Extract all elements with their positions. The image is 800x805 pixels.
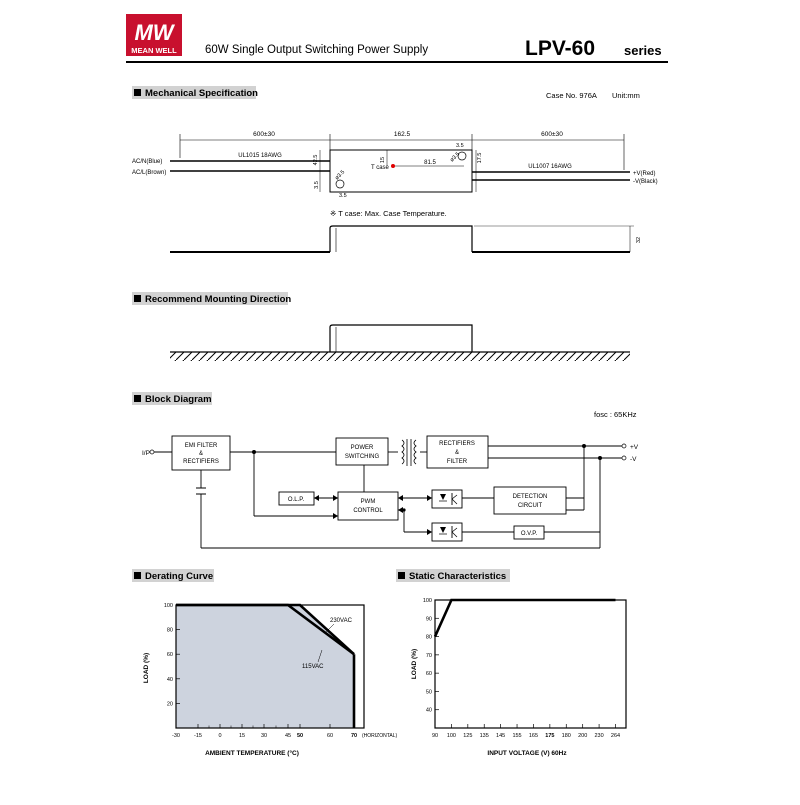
tcase-marker bbox=[391, 164, 395, 168]
static-xtick-label: 264 bbox=[610, 733, 621, 739]
svg-text:RECTIFIERS: RECTIFIERS bbox=[439, 441, 475, 447]
static-ytick-label: 100 bbox=[422, 598, 432, 604]
fosc-label: fosc : 65KHz bbox=[594, 410, 637, 419]
logo bbox=[126, 14, 182, 56]
static-xtick-label: 145 bbox=[496, 733, 506, 739]
static-xtick-label: 165 bbox=[528, 733, 539, 739]
section-block-diagram bbox=[132, 392, 212, 405]
derating-ytick-label: 40 bbox=[166, 676, 173, 683]
dim-tc-length: 81.5 bbox=[424, 160, 436, 166]
static-xtick-label: 125 bbox=[463, 733, 473, 739]
product-description: 60W Single Output Switching Power Supply bbox=[205, 44, 429, 56]
optocoupler-2 bbox=[432, 523, 462, 541]
derating-xlabel: AMBIENT TEMPERATURE (°C) bbox=[205, 750, 299, 757]
dim-height: 42.5 bbox=[313, 154, 319, 166]
out-pos-label: +V bbox=[630, 444, 639, 451]
model-name: LPV-60 bbox=[525, 37, 596, 60]
derating-x-extra: (HORIZONTAL) bbox=[362, 733, 398, 739]
ip-terminal bbox=[150, 450, 154, 454]
tcase-note: ※ T case: Max. Case Temperature. bbox=[330, 209, 447, 218]
unit-label: Unit:mm bbox=[612, 91, 640, 100]
static-chart bbox=[411, 598, 626, 757]
wire-neg-v: -V(Black) bbox=[633, 179, 658, 185]
static-title: Static Characteristics bbox=[409, 571, 507, 582]
derating-xtick-label: 60 bbox=[326, 733, 334, 739]
derating-label-230vac: 230VAC bbox=[330, 618, 352, 624]
mounting-title: Recommend Mounting Direction bbox=[145, 294, 292, 305]
static-ylabel: LOAD (%) bbox=[411, 648, 418, 680]
derating-xtick-label: -15 bbox=[194, 733, 202, 739]
block-detection-circuit bbox=[494, 487, 566, 514]
capacitor-symbol bbox=[196, 488, 206, 494]
dim-right-cable: 600±30 bbox=[541, 131, 563, 138]
static-xtick-label: 100 bbox=[446, 733, 457, 739]
block-emi-filter bbox=[172, 436, 230, 470]
section-derating bbox=[132, 569, 214, 582]
static-ytick-label: 60 bbox=[425, 671, 432, 678]
derating-xtick-label: 30 bbox=[260, 733, 268, 739]
dim-left-cable: 600±30 bbox=[253, 131, 275, 138]
svg-text:&: & bbox=[454, 450, 460, 456]
right-cable-spec: UL1007 16AWG bbox=[528, 164, 572, 170]
static-xtick-label: 180 bbox=[561, 733, 571, 739]
static-frame bbox=[435, 600, 626, 728]
derating-xtick-label: 45 bbox=[284, 733, 292, 739]
derating-ytick-label: 60 bbox=[166, 652, 173, 659]
static-ytick-label: 90 bbox=[425, 616, 432, 623]
derating-xtick-label: 15 bbox=[238, 733, 246, 739]
static-xtick-label: 230 bbox=[594, 733, 604, 739]
derating-ytick-label: 80 bbox=[166, 627, 173, 634]
derating-ylabel: LOAD (%) bbox=[143, 652, 150, 684]
block-rectifiers-filter bbox=[427, 436, 488, 468]
svg-text:O.V.P.: O.V.P. bbox=[520, 531, 538, 537]
transformer-symbol bbox=[402, 439, 416, 466]
mounting-drawing bbox=[170, 325, 630, 361]
svg-text:DETECTION: DETECTION bbox=[512, 494, 548, 500]
left-cable-spec: UL1015 18AWG bbox=[238, 153, 282, 159]
derating-xtick-label: 50 bbox=[296, 733, 304, 739]
dim-left-width: 3.5 bbox=[314, 181, 320, 189]
derating-xtick-label: -30 bbox=[172, 733, 180, 739]
derating-ytick-label: 20 bbox=[166, 701, 173, 708]
static-xtick-label: 90 bbox=[431, 733, 439, 739]
static-xlabel: INPUT VOLTAGE (V) 60Hz bbox=[487, 750, 567, 757]
derating-ytick-label: 100 bbox=[163, 603, 173, 609]
static-ytick-label: 40 bbox=[425, 707, 432, 714]
tcase-label: T case bbox=[371, 165, 389, 171]
series-suffix: series bbox=[624, 43, 662, 58]
case-number: Case No. 976A bbox=[546, 91, 597, 100]
wire-ac-n: AC/N(Blue) bbox=[132, 159, 163, 165]
static-ytick-label: 80 bbox=[425, 634, 432, 641]
optocoupler-1 bbox=[432, 490, 462, 508]
svg-text:CONTROL: CONTROL bbox=[353, 508, 383, 514]
dim-body-length: 162.5 bbox=[393, 131, 411, 138]
static-xtick-label: 155 bbox=[512, 733, 522, 739]
svg-text:CIRCUIT: CIRCUIT bbox=[517, 503, 543, 509]
mechanical-title: Mechanical Specification bbox=[145, 88, 258, 99]
svg-text:SWITCHING: SWITCHING bbox=[344, 454, 380, 460]
block-ovp bbox=[514, 526, 544, 539]
section-mounting bbox=[132, 292, 291, 305]
static-ytick-label: 50 bbox=[425, 689, 432, 696]
dim-tc-x: 15 bbox=[380, 156, 386, 164]
ip-label: I/P bbox=[142, 450, 150, 457]
wire-pos-v: +V(Red) bbox=[633, 171, 656, 177]
wire-ac-l: AC/L(Brown) bbox=[132, 170, 167, 176]
section-static bbox=[396, 569, 510, 582]
static-ytick-label: 70 bbox=[425, 652, 432, 659]
svg-text:EMI FILTER: EMI FILTER bbox=[184, 443, 218, 449]
logo-brand: MEAN WELL bbox=[131, 46, 177, 55]
dim-hole-right: ø3.5 bbox=[449, 151, 462, 164]
svg-text:FILTER: FILTER bbox=[446, 459, 468, 465]
derating-title: Derating Curve bbox=[145, 571, 214, 582]
logo-mark: MW bbox=[134, 20, 174, 45]
out-neg-label: -V bbox=[630, 456, 637, 463]
derating-xtick-label: 0 bbox=[218, 733, 222, 739]
static-series-line bbox=[435, 600, 615, 637]
derating-fill bbox=[176, 605, 354, 728]
svg-text:RECTIFIERS: RECTIFIERS bbox=[183, 459, 219, 465]
block-pwm-control bbox=[338, 492, 398, 520]
out-neg-terminal bbox=[622, 456, 626, 460]
dim-hole-left-h: 3.5 bbox=[339, 193, 347, 199]
dim-hole-right-h: 3.5 bbox=[456, 143, 464, 149]
block-title: Block Diagram bbox=[145, 394, 212, 405]
static-xtick-label: 175 bbox=[545, 733, 555, 739]
static-xtick-label: 200 bbox=[578, 733, 588, 739]
out-pos-terminal bbox=[622, 444, 626, 448]
svg-text:O.L.P.: O.L.P. bbox=[287, 497, 305, 503]
derating-label-115vac: 115VAC bbox=[302, 664, 324, 670]
section-mechanical bbox=[132, 86, 258, 99]
svg-text:&: & bbox=[198, 451, 204, 457]
derating-xtick-label: 70 bbox=[350, 733, 358, 739]
svg-text:PWM: PWM bbox=[360, 499, 376, 505]
case-side-view bbox=[170, 226, 634, 252]
dim-right-small: 17.5 bbox=[477, 152, 483, 164]
block-power-switching bbox=[336, 438, 388, 465]
dim-thickness: 32 bbox=[636, 236, 642, 244]
block-olp bbox=[279, 492, 314, 505]
static-xtick-label: 135 bbox=[479, 733, 489, 739]
dim-hole-left: ø3.5 bbox=[334, 169, 347, 182]
derating-chart bbox=[143, 603, 398, 757]
svg-text:POWER: POWER bbox=[350, 445, 374, 451]
